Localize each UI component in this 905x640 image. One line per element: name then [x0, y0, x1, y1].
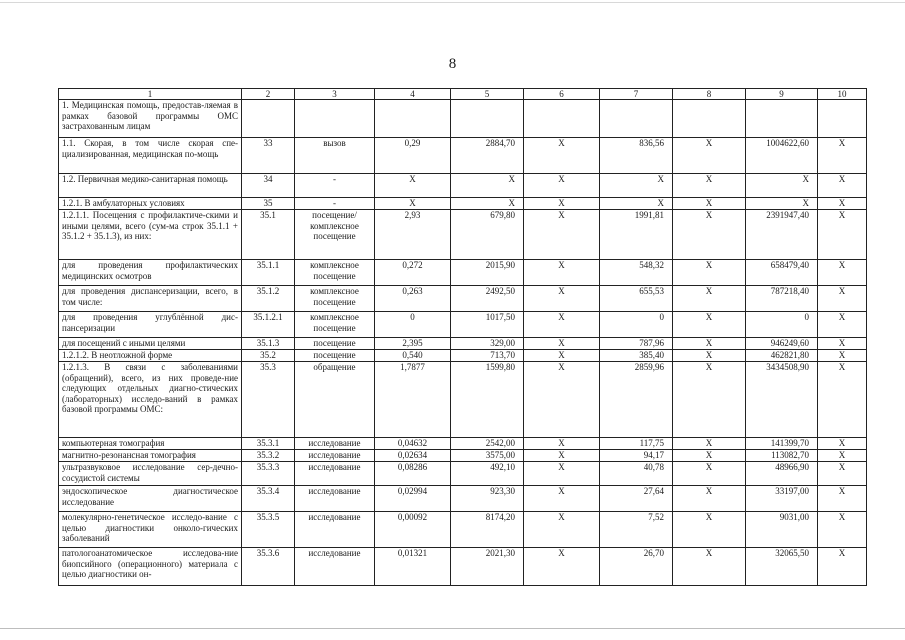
table-cell-c6: Х: [524, 260, 600, 286]
table-cell-c2: 35.3.3: [242, 462, 295, 486]
table-cell-c4: 0,00092: [375, 512, 451, 548]
table-cell-c8: Х: [673, 512, 746, 548]
table-cell-c1: для проведения диспансеризации, всего, в том числе:: [59, 286, 242, 312]
table-cell-c3: исследование: [295, 486, 375, 512]
table-cell-c2: 35.3.5: [242, 512, 295, 548]
table-header-row: [59, 89, 867, 100]
table-cell-c6: Х: [524, 362, 600, 438]
table-cell-c6: Х: [524, 462, 600, 486]
table-cell-c4: 0,01321: [375, 548, 451, 586]
table-cell-c4: 0,29: [375, 138, 451, 174]
table-cell-c3: [295, 100, 375, 138]
table-cell-c7: 2859,96: [600, 362, 673, 438]
table-cell-c4: 0,04632: [375, 438, 451, 450]
table-cell-c10: Х: [818, 548, 867, 586]
table-cell-c10: Х: [818, 350, 867, 362]
table-cell-c5: 8174,20: [451, 512, 524, 548]
table-cell-c4: 0,08286: [375, 462, 451, 486]
column-header: 10: [818, 89, 867, 100]
column-header: 8: [673, 89, 746, 100]
table-cell-c4: 1,7877: [375, 362, 451, 438]
table-cell-c6: Х: [524, 138, 600, 174]
table-cell-c2: 35.1.1: [242, 260, 295, 286]
table-cell-c3: посещение: [295, 350, 375, 362]
table-cell-c8: [673, 100, 746, 138]
table-cell-c7: 27,64: [600, 486, 673, 512]
table-cell-c4: 0,272: [375, 260, 451, 286]
table-cell-c3: исследование: [295, 548, 375, 586]
table-cell-c9: 946249,60: [746, 338, 818, 350]
table-cell-c5: 2542,00: [451, 438, 524, 450]
column-header: 2: [242, 89, 295, 100]
table-cell-c3: посещение/ комплексное посещение: [295, 210, 375, 260]
table-cell-c1: патологоанатомическое исследова-ние биопсийного (операционного) материала с целью диагностики он-: [59, 548, 242, 586]
table-cell-c9: 48966,90: [746, 462, 818, 486]
table-cell-c3: исследование: [295, 438, 375, 450]
table-cell-c5: 923,30: [451, 486, 524, 512]
table-cell-c2: 35.1.3: [242, 338, 295, 350]
table-cell-c2: 35.1: [242, 210, 295, 260]
table-cell-c5: 1017,50: [451, 312, 524, 338]
table-cell-c10: Х: [818, 362, 867, 438]
table-cell-c5: 679,80: [451, 210, 524, 260]
table-cell-c10: Х: [818, 462, 867, 486]
table-cell-c3: исследование: [295, 512, 375, 548]
table-cell-c7: 94,17: [600, 450, 673, 462]
table-cell-c6: Х: [524, 286, 600, 312]
table-cell-c10: [818, 100, 867, 138]
table-cell-c9: Х: [746, 198, 818, 210]
table-cell-c9: 32065,50: [746, 548, 818, 586]
table-cell-c9: 113082,70: [746, 450, 818, 462]
table-cell-c6: Х: [524, 312, 600, 338]
table-row: [59, 260, 867, 286]
table-cell-c2: 33: [242, 138, 295, 174]
table-cell-c9: 2391947,40: [746, 210, 818, 260]
table-cell-c3: комплексное посещение: [295, 286, 375, 312]
table-cell-c10: Х: [818, 486, 867, 512]
table-cell-c9: 0: [746, 312, 818, 338]
table-cell-c4: 0,263: [375, 286, 451, 312]
table-cell-c5: 2492,50: [451, 286, 524, 312]
table-cell-c10: Х: [818, 438, 867, 450]
medical-assistance-table: [58, 88, 867, 586]
table-row: [59, 198, 867, 210]
table-cell-c5: 329,00: [451, 338, 524, 350]
table-cell-c8: Х: [673, 450, 746, 462]
table-cell-c10: Х: [818, 450, 867, 462]
table-cell-c3: -: [295, 198, 375, 210]
table-cell-c6: Х: [524, 450, 600, 462]
table-cell-c10: Х: [818, 260, 867, 286]
table-cell-c5: 2884,70: [451, 138, 524, 174]
table-row: [59, 450, 867, 462]
table-cell-c8: Х: [673, 350, 746, 362]
table-cell-c1: для посещений с иными целями: [59, 338, 242, 350]
table-cell-c4: Х: [375, 174, 451, 198]
table-cell-c6: Х: [524, 548, 600, 586]
table-row: [59, 362, 867, 438]
table-cell-c2: 35.3.1: [242, 438, 295, 450]
table-cell-c10: Х: [818, 512, 867, 548]
table-row: [59, 210, 867, 260]
table-cell-c10: Х: [818, 286, 867, 312]
table-cell-c8: Х: [673, 362, 746, 438]
table-cell-c5: Х: [451, 174, 524, 198]
table-cell-c8: Х: [673, 548, 746, 586]
table-row: [59, 174, 867, 198]
table-cell-c7: 385,40: [600, 350, 673, 362]
bottom-scan-line: [0, 628, 905, 629]
table-cell-c3: -: [295, 174, 375, 198]
table-cell-c3: комплексное посещение: [295, 260, 375, 286]
table-cell-c7: 40,78: [600, 462, 673, 486]
table-cell-c8: Х: [673, 198, 746, 210]
table-cell-c8: Х: [673, 338, 746, 350]
table-cell-c3: комплексное посещение: [295, 312, 375, 338]
table-cell-c8: Х: [673, 174, 746, 198]
table-cell-c8: Х: [673, 286, 746, 312]
table-cell-c10: Х: [818, 338, 867, 350]
table-cell-c6: Х: [524, 210, 600, 260]
table-cell-c4: Х: [375, 198, 451, 210]
table-cell-c2: 35.3: [242, 362, 295, 438]
table-cell-c1: 1.2.1.1. Посещения с профилактиче-скими и иными целями, всего (сум-ма строк 35.1.1 + 35.1.2 + 35.1.3), из них:: [59, 210, 242, 260]
table-cell-c7: 836,56: [600, 138, 673, 174]
table-cell-c5: 492,10: [451, 462, 524, 486]
table-cell-c9: 462821,80: [746, 350, 818, 362]
table-cell-c4: 2,93: [375, 210, 451, 260]
table-row: [59, 286, 867, 312]
table-cell-c2: 35: [242, 198, 295, 210]
table-cell-c9: Х: [746, 174, 818, 198]
table-cell-c4: 0,02994: [375, 486, 451, 512]
table-cell-c8: Х: [673, 438, 746, 450]
table-row: [59, 548, 867, 586]
table-cell-c7: 655,53: [600, 286, 673, 312]
table-cell-c9: 33197,00: [746, 486, 818, 512]
table-cell-c6: Х: [524, 438, 600, 450]
table-row: [59, 138, 867, 174]
table-body: [59, 100, 867, 586]
table-cell-c9: 141399,70: [746, 438, 818, 450]
table-cell-c5: 2021,30: [451, 548, 524, 586]
table-cell-c1: ультразвуковое исследование сер-дечно-сосудистой системы: [59, 462, 242, 486]
table-cell-c2: 35.2: [242, 350, 295, 362]
table-cell-c3: вызов: [295, 138, 375, 174]
table-cell-c2: 35.1.2: [242, 286, 295, 312]
table-cell-c2: 35.3.4: [242, 486, 295, 512]
table-cell-c8: Х: [673, 260, 746, 286]
table-cell-c10: Х: [818, 210, 867, 260]
table-cell-c6: Х: [524, 486, 600, 512]
table-cell-c7: Х: [600, 174, 673, 198]
table-cell-c6: Х: [524, 512, 600, 548]
table-cell-c10: Х: [818, 138, 867, 174]
table-row: [59, 312, 867, 338]
table-cell-c1: 1.2.1.2. В неотложной форме: [59, 350, 242, 362]
table-cell-c1: для проведения углублённой дис-пансеризации: [59, 312, 242, 338]
table-cell-c1: 1.2. Первичная медико-санитарная помощь: [59, 174, 242, 198]
table-row: [59, 486, 867, 512]
table-row: [59, 100, 867, 138]
column-header: 4: [375, 89, 451, 100]
table-cell-c3: посещение: [295, 338, 375, 350]
table-cell-c1: молекулярно-генетическое исследо-вание с целью диагностики онколо-гических заболеваний: [59, 512, 242, 548]
table-cell-c8: Х: [673, 462, 746, 486]
table-cell-c6: [524, 100, 600, 138]
table-cell-c1: 1.2.1. В амбулаторных условиях: [59, 198, 242, 210]
table-cell-c9: 3434508,90: [746, 362, 818, 438]
table-cell-c9: [746, 100, 818, 138]
table-cell-c5: 713,70: [451, 350, 524, 362]
table-cell-c10: Х: [818, 198, 867, 210]
top-scan-line: [0, 2, 905, 3]
table-cell-c6: Х: [524, 174, 600, 198]
column-header: 6: [524, 89, 600, 100]
table-cell-c7: [600, 100, 673, 138]
table-cell-c1: эндоскопическое диагностическое исследование: [59, 486, 242, 512]
column-header: 7: [600, 89, 673, 100]
table-cell-c8: Х: [673, 210, 746, 260]
table-cell-c3: обращение: [295, 362, 375, 438]
table-cell-c8: Х: [673, 312, 746, 338]
page-number: 8: [448, 56, 457, 72]
table-cell-c4: [375, 100, 451, 138]
column-header: 3: [295, 89, 375, 100]
table-cell-c5: 3575,00: [451, 450, 524, 462]
column-header: 9: [746, 89, 818, 100]
table-cell-c7: 1991,81: [600, 210, 673, 260]
table-cell-c4: 0: [375, 312, 451, 338]
column-header: 1: [59, 89, 242, 100]
table-cell-c1: 1.1. Скорая, в том числе скорая спе-циализированная, медицинская по-мощь: [59, 138, 242, 174]
table-cell-c7: 787,96: [600, 338, 673, 350]
table-cell-c2: 35.3.2: [242, 450, 295, 462]
table-cell-c2: 34: [242, 174, 295, 198]
table-cell-c5: 1599,80: [451, 362, 524, 438]
table-cell-c7: 7,52: [600, 512, 673, 548]
table-row: [59, 462, 867, 486]
table-cell-c2: 35.1.2.1: [242, 312, 295, 338]
table-cell-c9: 787218,40: [746, 286, 818, 312]
table-row: [59, 512, 867, 548]
table-cell-c7: 0: [600, 312, 673, 338]
table-cell-c5: 2015,90: [451, 260, 524, 286]
table-cell-c4: 2,395: [375, 338, 451, 350]
table-cell-c1: магнитно-резонансная томография: [59, 450, 242, 462]
table-cell-c9: 658479,40: [746, 260, 818, 286]
column-header: 5: [451, 89, 524, 100]
table-row: [59, 438, 867, 450]
table-cell-c1: 1.2.1.3. В связи с заболеваниями (обращений), всего, из них проведе-ние следующих отдельных диагно-стических (лабораторных) исследо-ваний в рамках базовой программы ОМС:: [59, 362, 242, 438]
table-cell-c1: компьютерная томография: [59, 438, 242, 450]
table-cell-c6: Х: [524, 198, 600, 210]
table-cell-c7: 26,70: [600, 548, 673, 586]
table-cell-c7: 117,75: [600, 438, 673, 450]
table-cell-c9: 9031,00: [746, 512, 818, 548]
table-cell-c7: 548,32: [600, 260, 673, 286]
table-cell-c4: 0,02634: [375, 450, 451, 462]
table-cell-c6: Х: [524, 350, 600, 362]
table-cell-c7: Х: [600, 198, 673, 210]
table-row: [59, 350, 867, 362]
table-cell-c5: Х: [451, 198, 524, 210]
table-cell-c3: исследование: [295, 450, 375, 462]
table-cell-c2: [242, 100, 295, 138]
table-cell-c10: Х: [818, 312, 867, 338]
table-cell-c10: Х: [818, 174, 867, 198]
table-cell-c8: Х: [673, 486, 746, 512]
table-cell-c1: для проведения профилактических медицинских осмотров: [59, 260, 242, 286]
table-cell-c8: Х: [673, 138, 746, 174]
table-cell-c5: [451, 100, 524, 138]
table-row: [59, 338, 867, 350]
table-cell-c2: 35.3.6: [242, 548, 295, 586]
table-cell-c9: 1004622,60: [746, 138, 818, 174]
table-cell-c6: Х: [524, 338, 600, 350]
table-cell-c3: исследование: [295, 462, 375, 486]
table-cell-c1: 1. Медицинская помощь, предостав-ляемая в рамках базовой программы ОМС застрахованным лицам: [59, 100, 242, 138]
table-cell-c4: 0,540: [375, 350, 451, 362]
